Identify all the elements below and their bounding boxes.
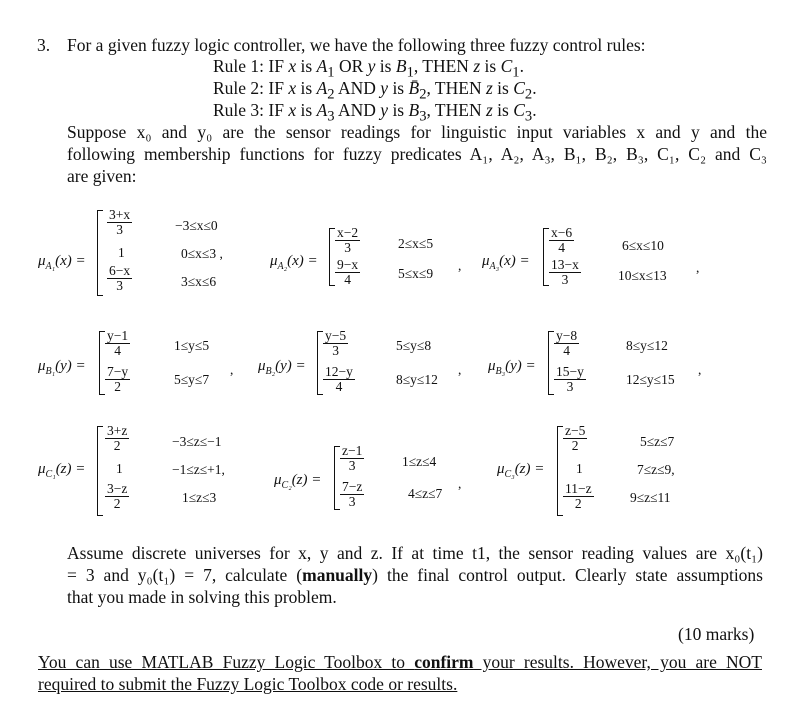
- rule-2: Rule 2: IF x is $A_2$ AND y is $B̄_2$, THEN z is $C_2$.: [213, 78, 537, 103]
- b1-range-1: 1≤y≤5: [174, 338, 210, 353]
- b1-range-2: 5≤y≤7: [174, 372, 210, 387]
- b3-case-1: $\frac{y-8}{4}$: [556, 328, 578, 358]
- a3-case-2: $\frac{13-x}{3}$: [551, 257, 579, 287]
- c1-range-1: −3≤z≤−1: [172, 434, 222, 449]
- mu-a2-label: $\mu_{A_2}(x)$ =: [270, 253, 318, 272]
- footer-line-1: You can use MATLAB Fuzzy Logic Toolbox to confirm your results. However, you are NOT: [38, 652, 762, 672]
- rule-3: Rule 3: IF x is $A_3$ AND y is $B_3$, THEN z is $C_3$.: [213, 100, 537, 125]
- b3-range-2: 12≤y≤15: [626, 372, 675, 387]
- question-number: 3.: [37, 35, 51, 55]
- a3-range-1: 6≤x≤10: [622, 238, 664, 253]
- a2-case-2: $\frac{9-x}{4}$: [337, 257, 359, 287]
- c1-case-3: $\frac{3-z}{2}$: [107, 481, 128, 511]
- mu-a1-label: $\mu_{A_1}(x)$ =: [38, 253, 86, 272]
- a2-range-1: 2≤x≤5: [398, 236, 434, 251]
- mu-c1-label: $\mu_{C_1}(z)$ =: [38, 461, 86, 480]
- a3-case-1: $\frac{x-6}{4}$: [551, 225, 573, 255]
- assume-line-3: that you made in solving this problem.: [67, 587, 337, 607]
- b2-case-1: $\frac{y-5}{3}$: [325, 328, 347, 358]
- b2-range-2: 8≤y≤12: [396, 372, 438, 387]
- a1-range-1: −3≤x≤0: [175, 218, 218, 233]
- a2-comma: ,: [458, 258, 462, 273]
- mu-b3-label: $\mu_{B_3}(y)$ =: [488, 358, 536, 377]
- a1-range-3: 3≤x≤6: [181, 274, 217, 289]
- b3-range-1: 8≤y≤12: [626, 338, 668, 353]
- a1-case-3: $\frac{6-x}{3}$: [109, 263, 131, 293]
- a3-range-2: 10≤x≤13: [618, 268, 667, 283]
- assume-line-1: Assume discrete universes for x, y and z. If at time t1, the sensor reading values are x₀(t₁): [67, 543, 763, 563]
- a3-comma: ,: [696, 260, 700, 275]
- b1-case-2: $\frac{7-y}{2}$: [107, 364, 129, 394]
- b2-case-2: $\frac{12-y}{4}$: [325, 364, 353, 394]
- c3-case-3: $\frac{11-z}{2}$: [565, 481, 592, 511]
- b1-comma: ,: [230, 362, 234, 377]
- b2-comma: ,: [458, 362, 462, 377]
- a1-case-2: 1: [118, 245, 125, 260]
- mu-c3-label: $\mu_{C_3}(z)$ =: [497, 461, 545, 480]
- b3-comma: ,: [698, 362, 702, 377]
- b2-range-1: 5≤y≤8: [396, 338, 432, 353]
- c2-case-2: $\frac{7-z}{3}$: [342, 479, 363, 509]
- marks: (10 marks): [678, 624, 755, 644]
- b1-case-1: $\frac{y-1}{4}$: [107, 328, 129, 358]
- rule-1: Rule 1: IF x is $A_1$ OR y is $B_1$, THEN z is $C_1$.: [213, 56, 524, 81]
- brace-c1: [97, 426, 103, 516]
- c3-case-2: 1: [576, 461, 583, 476]
- b3-case-2: $\frac{15-y}{3}$: [556, 364, 584, 394]
- mu-a3-label: $\mu_{A_3}(x)$ =: [482, 253, 530, 272]
- footer-line-2: required to submit the Fuzzy Logic Toolbox code or results.: [38, 674, 458, 694]
- question-intro: For a given fuzzy logic controller, we have the following three fuzzy control rules:: [67, 35, 646, 55]
- c3-range-1: 5≤z≤7: [640, 434, 675, 449]
- c1-case-1: $\frac{3+z}{2}$: [107, 423, 128, 453]
- c3-range-3: 9≤z≤11: [630, 490, 671, 505]
- c3-range-2: 7≤z≤9,: [637, 462, 675, 477]
- c1-range-2: −1≤z≤+1,: [172, 462, 225, 477]
- brace-a1: [97, 210, 103, 296]
- mu-c2-label: $\mu_{C_2}(z)$ =: [274, 472, 322, 491]
- assume-line-2: = 3 and y₀(t₁) = 7, calculate (manually) the final control output. Clearly state assumptions: [67, 565, 763, 585]
- a1-case-1: $\frac{3+x}{3}$: [109, 207, 131, 237]
- suppose-line-2: following membership functions for fuzzy predicates A₁, A₂, A₃, B₁, B₂, B₃, C₁, C₂ and C₃: [67, 144, 767, 164]
- a1-range-2: 0≤x≤3 ,: [181, 246, 223, 261]
- c1-case-2: 1: [116, 461, 123, 476]
- c2-range-1: 1≤z≤4: [402, 454, 437, 469]
- c1-range-3: 1≤z≤3: [182, 490, 217, 505]
- suppose-line-3: are given:: [67, 166, 137, 186]
- mu-b2-label: $\mu_{B_2}(y)$ =: [258, 358, 306, 377]
- a2-case-1: $\frac{x-2}{3}$: [337, 225, 359, 255]
- c2-comma: ,: [458, 476, 462, 491]
- c2-range-2: 4≤z≤7: [408, 486, 443, 501]
- a2-range-2: 5≤x≤9: [398, 266, 434, 281]
- suppose-line-1: Suppose x₀ and y₀ are the sensor readings for linguistic input variables x and y and the: [67, 122, 767, 142]
- c3-case-1: $\frac{z-5}{2}$: [565, 423, 586, 453]
- c2-case-1: $\frac{z-1}{3}$: [342, 443, 363, 473]
- mu-b1-label: $\mu_{B_1}(y)$ =: [38, 358, 86, 377]
